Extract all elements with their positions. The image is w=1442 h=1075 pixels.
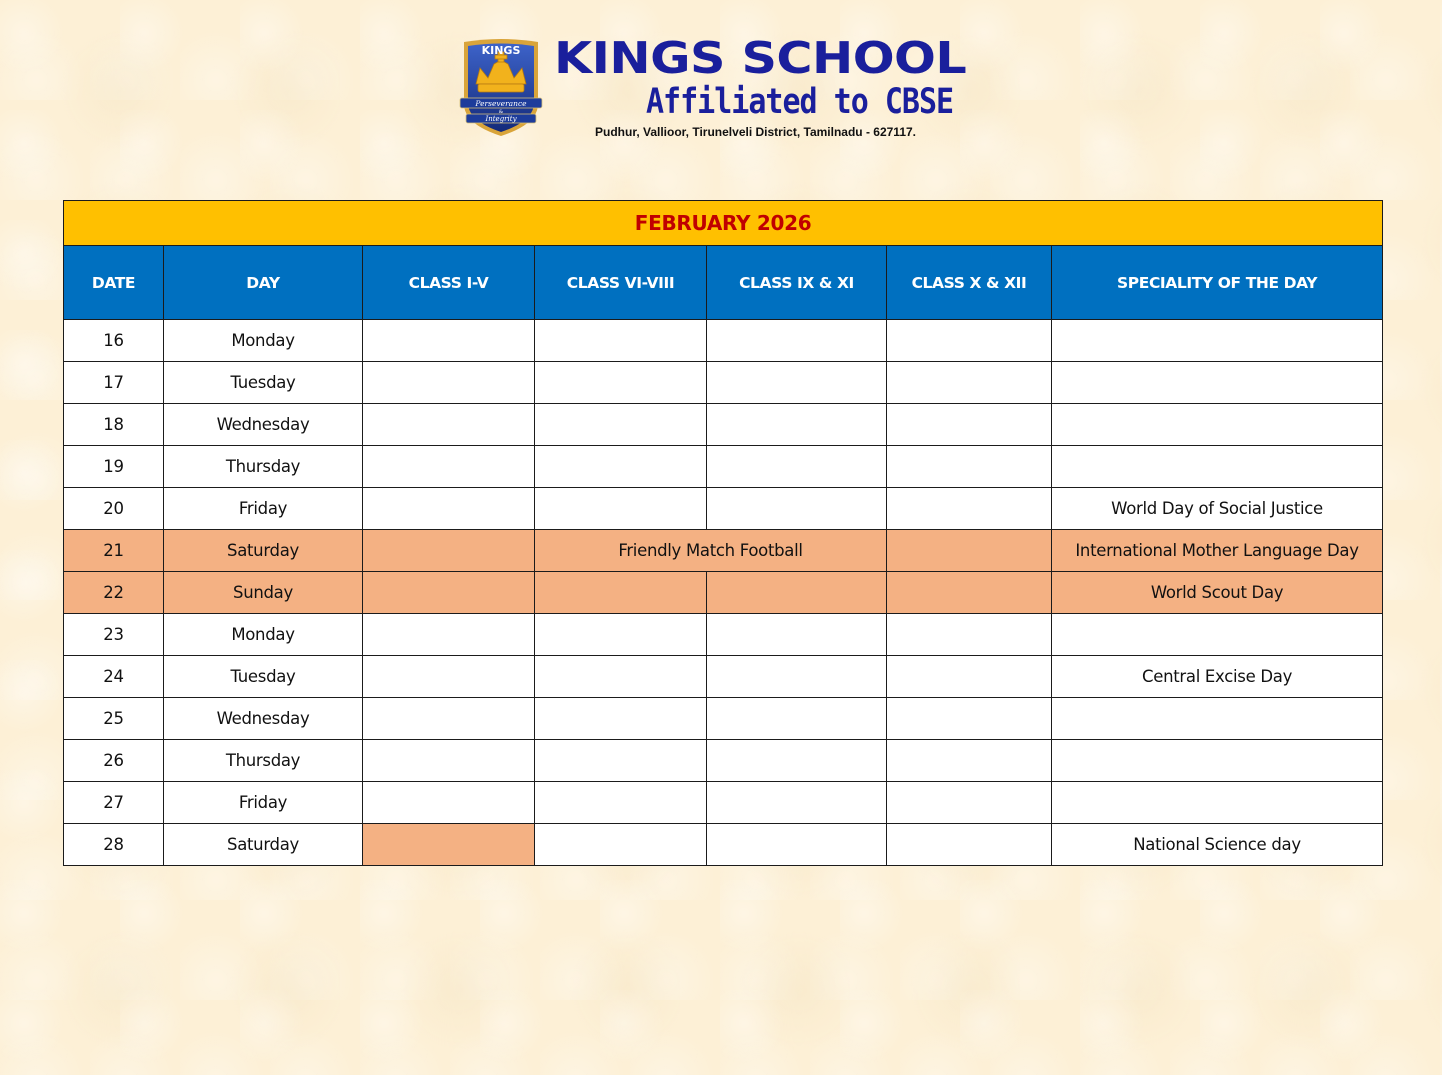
date-cell: 16: [64, 320, 164, 362]
calendar-title-row: [64, 201, 1383, 246]
class-1-5-cell: [363, 404, 535, 446]
svg-text:Integrity: Integrity: [485, 115, 517, 123]
class-10-12-cell: [887, 572, 1052, 614]
date-cell: 28: [64, 824, 164, 866]
speciality-cell: [1052, 782, 1383, 824]
class-1-5-cell: [363, 362, 535, 404]
col-header-class-6-8: CLASS VI-VIII: [535, 246, 707, 320]
calendar-row: [64, 488, 1383, 530]
calendar-body: [64, 320, 1383, 866]
speciality-cell: [1052, 614, 1383, 656]
class-1-5-cell: [363, 698, 535, 740]
day-cell: Tuesday: [164, 656, 363, 698]
calendar-row: [64, 824, 1383, 866]
date-cell: 18: [64, 404, 164, 446]
class-1-5-cell: [363, 488, 535, 530]
class-10-12-cell: [887, 656, 1052, 698]
date-cell: 26: [64, 740, 164, 782]
date-cell: 20: [64, 488, 164, 530]
speciality-cell: [1052, 446, 1383, 488]
calendar-row: [64, 530, 1383, 572]
speciality-cell: [1052, 404, 1383, 446]
date-cell: 27: [64, 782, 164, 824]
class-6-8-cell: [535, 656, 707, 698]
class-6-8-cell: [535, 320, 707, 362]
class-6-8-cell: [535, 824, 707, 866]
day-cell: Saturday: [164, 530, 363, 572]
speciality-cell: World Scout Day: [1052, 572, 1383, 614]
speciality-cell: National Science day: [1052, 824, 1383, 866]
day-cell: Monday: [164, 614, 363, 656]
speciality-cell: International Mother Language Day: [1052, 530, 1383, 572]
class-10-12-cell: [887, 320, 1052, 362]
class-10-12-cell: [887, 404, 1052, 446]
calendar-row: [64, 362, 1383, 404]
class-10-12-cell: [887, 488, 1052, 530]
class-1-5-cell: [363, 530, 535, 572]
calendar-row: [64, 614, 1383, 656]
col-header-speciality: SPECIALITY OF THE DAY: [1052, 246, 1383, 320]
class-9-11-cell: [707, 656, 887, 698]
class-10-12-cell: [887, 740, 1052, 782]
calendar-row: [64, 446, 1383, 488]
class-10-12-cell: [887, 824, 1052, 866]
calendar-row: [64, 782, 1383, 824]
col-header-day: DAY: [164, 246, 363, 320]
svg-text:Perseverance: Perseverance: [475, 99, 527, 108]
class-9-11-cell: [707, 740, 887, 782]
class-9-11-cell: [707, 614, 887, 656]
col-header-class-10-12: CLASS X & XII: [887, 246, 1052, 320]
school-header: [456, 33, 986, 146]
date-cell: 22: [64, 572, 164, 614]
speciality-cell: [1052, 320, 1383, 362]
day-cell: Wednesday: [164, 404, 363, 446]
calendar-row: [64, 404, 1383, 446]
class-1-5-cell: [363, 824, 535, 866]
speciality-cell: [1052, 698, 1383, 740]
col-header-date: DATE: [64, 246, 164, 320]
svg-text:KINGS: KINGS: [481, 44, 521, 57]
class-6-8-cell: [535, 614, 707, 656]
class-1-5-cell: [363, 572, 535, 614]
day-cell: Thursday: [164, 446, 363, 488]
column-header-row: [64, 246, 1383, 320]
speciality-cell: [1052, 740, 1383, 782]
class-1-5-cell: [363, 740, 535, 782]
class-9-11-cell: [707, 698, 887, 740]
class-6-8-cell: [535, 740, 707, 782]
class-6-11-merged-cell: Friendly Match Football: [535, 530, 887, 572]
date-cell: 17: [64, 362, 164, 404]
class-9-11-cell: [707, 320, 887, 362]
class-10-12-cell: [887, 698, 1052, 740]
class-1-5-cell: [363, 656, 535, 698]
date-cell: 24: [64, 656, 164, 698]
speciality-cell: [1052, 362, 1383, 404]
calendar-row: [64, 656, 1383, 698]
class-9-11-cell: [707, 404, 887, 446]
day-cell: Saturday: [164, 824, 363, 866]
class-9-11-cell: [707, 446, 887, 488]
col-header-class-9-11: CLASS IX & XI: [707, 246, 887, 320]
school-logo: [458, 38, 544, 138]
activity-calendar-table: [63, 200, 1383, 866]
day-cell: Friday: [164, 782, 363, 824]
date-cell: 25: [64, 698, 164, 740]
day-cell: Sunday: [164, 572, 363, 614]
day-cell: Thursday: [164, 740, 363, 782]
class-9-11-cell: [707, 362, 887, 404]
svg-text:&: &: [498, 109, 504, 115]
school-name: KINGS SCHOOL: [554, 33, 967, 84]
class-9-11-cell: [707, 572, 887, 614]
class-9-11-cell: [707, 782, 887, 824]
col-header-class-1-5: CLASS I-V: [363, 246, 535, 320]
class-6-8-cell: [535, 698, 707, 740]
class-10-12-cell: [887, 782, 1052, 824]
calendar-row: [64, 572, 1383, 614]
class-6-8-cell: [535, 362, 707, 404]
calendar-row: [64, 320, 1383, 362]
class-1-5-cell: [363, 614, 535, 656]
date-cell: 23: [64, 614, 164, 656]
class-9-11-cell: [707, 488, 887, 530]
class-10-12-cell: [887, 614, 1052, 656]
speciality-cell: Central Excise Day: [1052, 656, 1383, 698]
calendar-row: [64, 740, 1383, 782]
class-6-8-cell: [535, 404, 707, 446]
date-cell: 21: [64, 530, 164, 572]
crest-icon: [458, 38, 544, 138]
class-6-8-cell: [535, 782, 707, 824]
day-cell: Tuesday: [164, 362, 363, 404]
class-10-12-cell: [887, 362, 1052, 404]
class-1-5-cell: [363, 782, 535, 824]
class-1-5-cell: [363, 320, 535, 362]
class-9-11-cell: [707, 824, 887, 866]
date-cell: 19: [64, 446, 164, 488]
day-cell: Monday: [164, 320, 363, 362]
school-address: Pudhur, Vallioor, Tirunelveli District, Tamilnadu - 627117.: [595, 125, 916, 139]
class-10-12-cell: [887, 446, 1052, 488]
class-10-12-cell: [887, 530, 1052, 572]
affiliation-text: Affiliated to CBSE: [646, 82, 954, 123]
day-cell: Friday: [164, 488, 363, 530]
speciality-cell: World Day of Social Justice: [1052, 488, 1383, 530]
month-title: FEBRUARY 2026: [64, 201, 1383, 246]
calendar-row: [64, 698, 1383, 740]
class-1-5-cell: [363, 446, 535, 488]
day-cell: Wednesday: [164, 698, 363, 740]
class-6-8-cell: [535, 446, 707, 488]
class-6-8-cell: [535, 572, 707, 614]
class-6-8-cell: [535, 488, 707, 530]
